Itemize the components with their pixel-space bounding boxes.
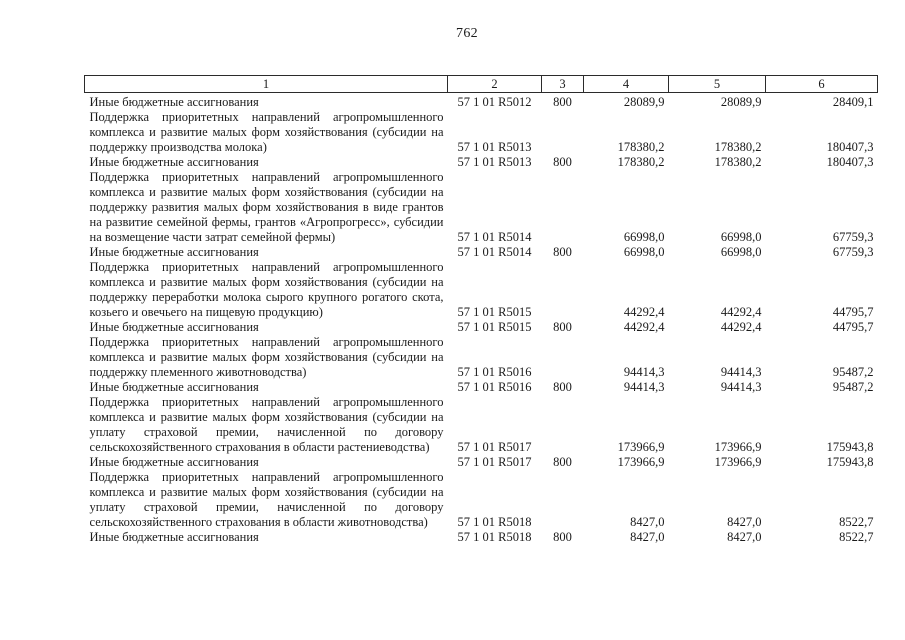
expense-type-cell [542, 470, 584, 530]
amount-cell: 28409,1 [832, 95, 874, 109]
code-cell: 57 1 01 R5013 [457, 155, 532, 169]
code-cell: 57 1 01 R5016 [457, 365, 532, 379]
amount-cell: 178380,2 [617, 155, 665, 169]
amount-cell: 173966,9 [714, 455, 762, 469]
amount-cell: 66998,0 [720, 245, 762, 259]
amount-cell: 173966,9 [714, 440, 762, 454]
expense-type-cell [542, 110, 584, 155]
amount-cell: 180407,3 [826, 140, 874, 154]
code-cell: 57 1 01 R5018 [457, 515, 532, 529]
code-cell: 57 1 01 R5015 [457, 320, 532, 334]
amount-cell: 173966,9 [617, 455, 665, 469]
amount-cell: 173966,9 [617, 440, 665, 454]
expense-type-cell: 800 [553, 245, 572, 259]
code-cell: 57 1 01 R5012 [457, 95, 532, 109]
amount-cell: 66998,0 [720, 230, 762, 244]
amount-cell: 94414,3 [623, 380, 665, 394]
amount-cell: 28089,9 [623, 95, 665, 109]
table-row [85, 455, 878, 470]
amount-cell: 28089,9 [720, 95, 762, 109]
amount-cell: 44795,7 [832, 305, 874, 319]
code-cell: 57 1 01 R5014 [457, 230, 532, 244]
description-cell: Иные бюджетные ассигнования [89, 380, 259, 394]
table-header-row [85, 76, 878, 93]
amount-cell: 8427,0 [630, 515, 665, 529]
column-header-4: 4 [584, 76, 669, 93]
column-header-3: 3 [542, 76, 584, 93]
expense-type-cell [542, 335, 584, 380]
description-cell: Иные бюджетные ассигнования [89, 155, 259, 169]
expense-type-cell [542, 395, 584, 455]
amount-cell: 178380,2 [714, 155, 762, 169]
amount-cell: 178380,2 [714, 140, 762, 154]
table-row [85, 260, 878, 320]
budget-appropriations-table [84, 75, 878, 545]
expense-type-cell: 800 [553, 530, 572, 544]
expense-type-cell: 800 [553, 155, 572, 169]
description-cell: Поддержка приоритетных направлений агропромышленного комплекса и развитие малых форм хозяйствования (субсидии на поддержку развития малых форм хозяйствования в виде грантов на развитие семейной фермы, грантов «Агропрогресс», субсидии на возмещение части затрат семейной фермы) [89, 170, 444, 244]
expense-type-cell: 800 [553, 455, 572, 469]
table-body [85, 93, 878, 546]
table-row [85, 93, 878, 111]
column-header-1: 1 [85, 76, 448, 93]
table-row [85, 380, 878, 395]
expense-type-cell: 800 [553, 320, 572, 334]
description-cell: Поддержка приоритетных направлений агропромышленного комплекса и развитие малых форм хозяйствования (субсидии на поддержку переработки молока сырого крупного рогатого скота, козьего и овечьего на пищевую продукцию) [89, 260, 444, 319]
table-row [85, 320, 878, 335]
amount-cell: 66998,0 [623, 230, 665, 244]
expense-type-cell: 800 [553, 380, 572, 394]
description-cell: Поддержка приоритетных направлений агропромышленного комплекса и развитие малых форм хозяйствования (субсидии на поддержку племенного животноводства) [89, 335, 444, 379]
code-cell: 57 1 01 R5015 [457, 305, 532, 319]
amount-cell: 94414,3 [720, 365, 762, 379]
expense-type-cell: 800 [553, 95, 572, 109]
column-header-2: 2 [448, 76, 542, 93]
amount-cell: 94414,3 [623, 365, 665, 379]
amount-cell: 95487,2 [832, 380, 874, 394]
code-cell: 57 1 01 R5017 [457, 455, 532, 469]
amount-cell: 95487,2 [832, 365, 874, 379]
description-cell: Иные бюджетные ассигнования [89, 95, 259, 109]
code-cell: 57 1 01 R5014 [457, 245, 532, 259]
code-cell: 57 1 01 R5017 [457, 440, 532, 454]
amount-cell: 8522,7 [839, 515, 874, 529]
amount-cell: 178380,2 [617, 140, 665, 154]
table-row [85, 395, 878, 455]
description-cell: Поддержка приоритетных направлений агропромышленного комплекса и развитие малых форм хозяйствования (субсидии на поддержку производства молока) [89, 110, 444, 154]
amount-cell: 66998,0 [623, 245, 665, 259]
amount-cell: 8522,7 [839, 530, 874, 544]
amount-cell: 8427,0 [727, 515, 762, 529]
code-cell: 57 1 01 R5016 [457, 380, 532, 394]
amount-cell: 94414,3 [720, 380, 762, 394]
amount-cell: 8427,0 [630, 530, 665, 544]
amount-cell: 8427,0 [727, 530, 762, 544]
table-row [85, 155, 878, 170]
amount-cell: 44292,4 [720, 320, 762, 334]
code-cell: 57 1 01 R5013 [457, 140, 532, 154]
amount-cell: 180407,3 [826, 155, 874, 169]
amount-cell: 44292,4 [623, 305, 665, 319]
table-row [85, 170, 878, 245]
table-row [85, 245, 878, 260]
amount-cell: 175943,8 [826, 440, 874, 454]
table-row [85, 335, 878, 380]
description-cell: Поддержка приоритетных направлений агропромышленного комплекса и развитие малых форм хозяйствования (субсидии на уплату страховой премии, начисленной по договору сельскохозяйственного страхования в области растениеводства) [89, 395, 444, 454]
code-cell: 57 1 01 R5018 [457, 530, 532, 544]
description-cell: Поддержка приоритетных направлений агропромышленного комплекса и развитие малых форм хозяйствования (субсидии на уплату страховой премии, начисленной по договору сельскохозяйственного страхования в области животноводства) [89, 470, 444, 529]
page-number: 762 [456, 26, 478, 41]
description-cell: Иные бюджетные ассигнования [89, 455, 259, 469]
amount-cell: 67759,3 [832, 230, 874, 244]
expense-type-cell [542, 170, 584, 245]
amount-cell: 175943,8 [826, 455, 874, 469]
description-cell: Иные бюджетные ассигнования [89, 530, 259, 544]
amount-cell: 44292,4 [720, 305, 762, 319]
table-row [85, 470, 878, 530]
table-row [85, 530, 878, 545]
table-row [85, 110, 878, 155]
table-header [85, 76, 878, 93]
column-header-5: 5 [669, 76, 766, 93]
expense-type-cell [542, 260, 584, 320]
amount-cell: 44292,4 [623, 320, 665, 334]
description-cell: Иные бюджетные ассигнования [89, 245, 259, 259]
amount-cell: 67759,3 [832, 245, 874, 259]
column-header-6: 6 [766, 76, 878, 93]
description-cell: Иные бюджетные ассигнования [89, 320, 259, 334]
amount-cell: 44795,7 [832, 320, 874, 334]
